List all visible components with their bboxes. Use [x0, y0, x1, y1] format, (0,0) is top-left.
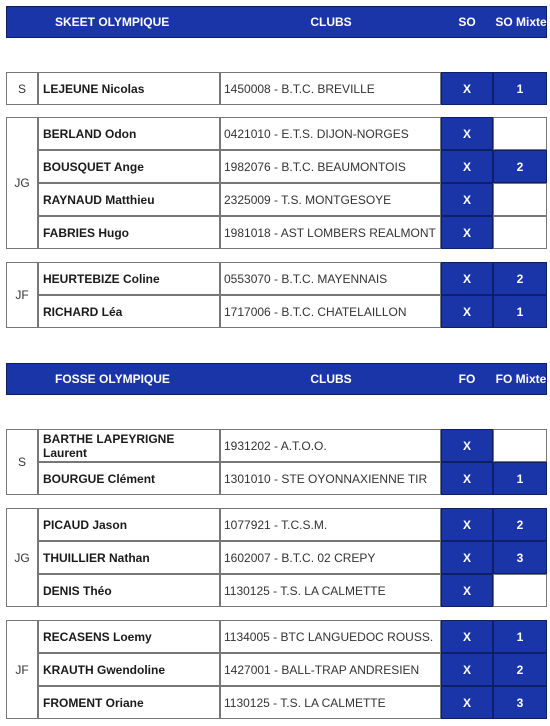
skeet-clubs-header: CLUBS — [310, 15, 352, 29]
athlete-name: BARTHE LAPEYRIGNE Laurent — [38, 429, 220, 462]
table-row — [38, 686, 547, 719]
athlete-name: KRAUTH Gwendoline — [38, 653, 220, 686]
athlete-name: LEJEUNE Nicolas — [38, 72, 220, 105]
table-row — [38, 541, 547, 574]
table-row — [38, 262, 547, 295]
table-row — [38, 429, 547, 462]
club-name: 1134005 - BTC LANGUEDOC ROUSS. — [220, 620, 441, 653]
athlete-name: RAYNAUD Matthieu — [38, 183, 220, 216]
club-name: 2325009 - T.S. MONTGESOYE — [220, 183, 441, 216]
club-name: 1077921 - T.C.S.M. — [220, 508, 441, 541]
category-group — [6, 620, 547, 719]
athlete-name: PICAUD Jason — [38, 508, 220, 541]
event-mark: X — [441, 295, 493, 328]
table-row — [38, 653, 547, 686]
category-label: JF — [6, 620, 38, 719]
fosse-clubs-header: CLUBS — [310, 372, 352, 386]
event-mark: X — [441, 262, 493, 295]
category-label: JF — [6, 262, 38, 328]
mixte-rank: 3 — [493, 686, 547, 719]
club-name: 1717006 - B.T.C. CHATELAILLON — [220, 295, 441, 328]
category-label: JG — [6, 508, 38, 607]
table-row — [38, 183, 547, 216]
club-name: 1427001 - BALL-TRAP ANDRESIEN — [220, 653, 441, 686]
category-label: S — [6, 429, 38, 495]
table-row — [38, 508, 547, 541]
mixte-rank: 1 — [493, 620, 547, 653]
mixte-rank: 2 — [493, 150, 547, 183]
category-group — [6, 262, 547, 328]
club-name: 1450008 - B.T.C. BREVILLE — [220, 72, 441, 105]
mixte-rank: 1 — [493, 295, 547, 328]
skeet-title: SKEET OLYMPIQUE — [55, 15, 170, 29]
event-mark: X — [441, 574, 493, 607]
mixte-rank — [493, 574, 547, 607]
skeet-mixte-header: SO Mixte — [495, 14, 547, 29]
category-group — [6, 429, 547, 495]
mixte-rank: 3 — [493, 541, 547, 574]
club-name: 0553070 - B.T.C. MAYENNAIS — [220, 262, 441, 295]
athlete-name: BOURGUE Clément — [38, 462, 220, 495]
mixte-rank: 2 — [493, 653, 547, 686]
table-row — [38, 117, 547, 150]
club-name: 0421010 - E.T.S. DIJON-NORGES — [220, 117, 441, 150]
athlete-name: THUILLIER Nathan — [38, 541, 220, 574]
mixte-rank: 1 — [493, 462, 547, 495]
mixte-rank: 2 — [493, 262, 547, 295]
athlete-name: FROMENT Oriane — [38, 686, 220, 719]
skeet-header — [6, 6, 547, 38]
event-mark: X — [441, 541, 493, 574]
mixte-rank — [493, 117, 547, 150]
club-name: 1130125 - T.S. LA CALMETTE — [220, 574, 441, 607]
category-group — [6, 117, 547, 249]
club-name: 1931202 - A.T.O.O. — [220, 429, 441, 462]
event-mark: X — [441, 117, 493, 150]
athlete-name: BOUSQUET Ange — [38, 150, 220, 183]
club-name: 1301010 - STE OYONNAXIENNE TIR — [220, 462, 441, 495]
category-group — [6, 508, 547, 607]
event-mark: X — [441, 72, 493, 105]
fosse-fo-header: FO — [458, 372, 476, 386]
table-row — [38, 150, 547, 183]
event-mark: X — [441, 686, 493, 719]
athlete-name: FABRIES Hugo — [38, 216, 220, 249]
category-group — [6, 72, 547, 105]
athlete-name: RECASENS Loemy — [38, 620, 220, 653]
club-name: 1981018 - AST LOMBERS REALMONT — [220, 216, 441, 249]
event-mark: X — [441, 462, 493, 495]
table-row — [38, 620, 547, 653]
mixte-rank — [493, 429, 547, 462]
athlete-name: HEURTEBIZE Coline — [38, 262, 220, 295]
skeet-so-header: SO — [458, 15, 476, 29]
event-mark: X — [441, 150, 493, 183]
category-label: S — [6, 72, 38, 105]
event-mark: X — [441, 653, 493, 686]
mixte-rank: 2 — [493, 508, 547, 541]
mixte-rank — [493, 216, 547, 249]
category-label: JG — [6, 117, 38, 249]
event-mark: X — [441, 620, 493, 653]
athlete-name: RICHARD Léa — [38, 295, 220, 328]
athlete-name: BERLAND Odon — [38, 117, 220, 150]
event-mark: X — [441, 216, 493, 249]
fosse-title: FOSSE OLYMPIQUE — [55, 372, 170, 386]
event-mark: X — [441, 429, 493, 462]
fosse-mixte-header: FO Mixte — [495, 371, 547, 386]
fosse-header — [6, 363, 547, 395]
mixte-rank — [493, 183, 547, 216]
club-name: 1982076 - B.T.C. BEAUMONTOIS — [220, 150, 441, 183]
table-row — [38, 216, 547, 249]
table-row — [38, 462, 547, 495]
club-name: 1130125 - T.S. LA CALMETTE — [220, 686, 441, 719]
table-row — [38, 295, 547, 328]
table-row — [38, 574, 547, 607]
table-row — [38, 72, 547, 105]
mixte-rank: 1 — [493, 72, 547, 105]
event-mark: X — [441, 183, 493, 216]
athlete-name: DENIS Théo — [38, 574, 220, 607]
event-mark: X — [441, 508, 493, 541]
club-name: 1602007 - B.T.C. 02 CREPY — [220, 541, 441, 574]
